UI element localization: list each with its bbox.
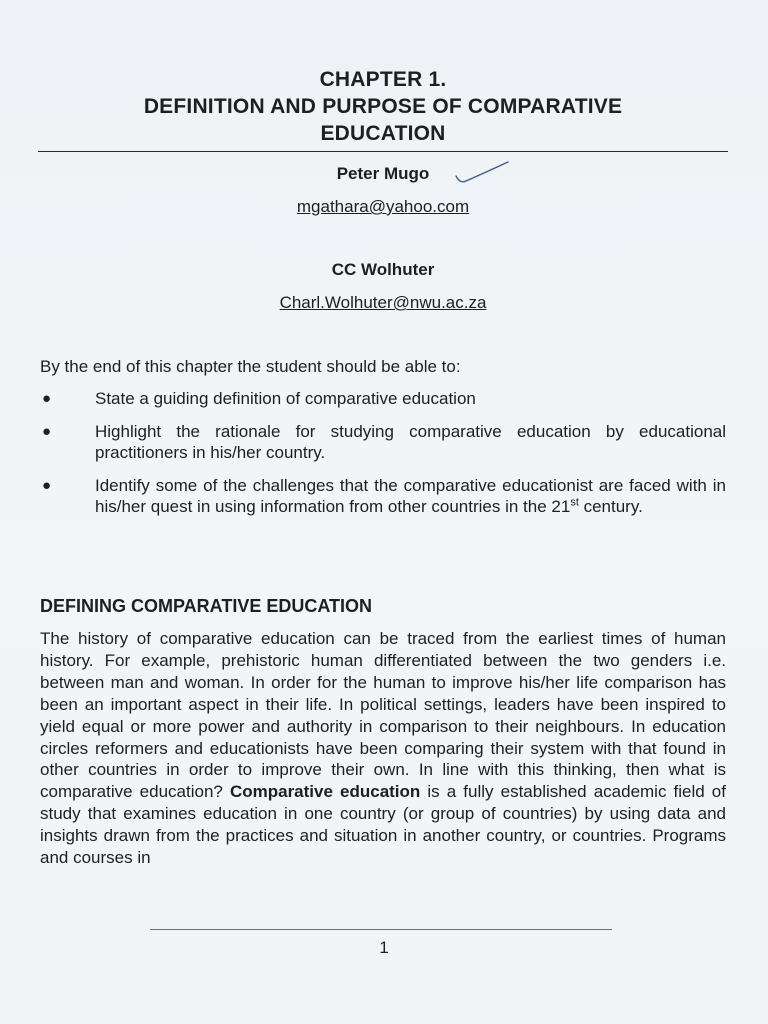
list-item [40, 421, 726, 463]
objective-text: State a guiding definition of comparative education [95, 389, 476, 408]
objective-text [95, 476, 726, 516]
list-item [40, 475, 726, 517]
ordinal-suffix: st [570, 496, 579, 509]
body-paragraph [40, 628, 726, 869]
bullet-icon: ● [42, 477, 52, 494]
footer-divider [150, 929, 612, 930]
page-number: 1 [379, 938, 389, 957]
paragraph-text: The history of comparative education can be traced from the earliest times of human history. For example, prehistoric human differentiated between the two genders i.e. between man and woman. In order for the human to improve his/her life comparison has been an important aspect in their life. In political settings, leaders have been inspired to yield equal or more power and authority in comparison to their neighbours. In education circles reformers and educationists have been comparing their system with that found in other countries in order to improve their own. In line with this thinking, then what is comparative education? [40, 629, 726, 802]
handwritten-checkmark-icon [452, 158, 512, 188]
list-item [40, 388, 726, 409]
objectives-intro: By the end of this chapter the student should be able to: [40, 357, 461, 376]
chapter-title-line: EDUCATION [320, 122, 446, 145]
author-email-link[interactable]: Charl.Wolhuter@nwu.ac.za [279, 293, 487, 312]
section-heading: DEFINING COMPARATIVE EDUCATION [40, 596, 372, 616]
bold-term: Comparative education [229, 782, 421, 802]
objective-text-part: century. [578, 497, 643, 516]
objective-text: Highlight the rationale for studying comparative education by educational practitioners in his/her country. [95, 422, 726, 462]
chapter-title [38, 66, 728, 147]
author-name: CC Wolhuter [331, 260, 435, 279]
author-email-link[interactable]: mgathara@yahoo.com [296, 197, 470, 216]
objective-text-part: Identify some of the challenges that the comparative educationist are faced with in his/her quest in using information from other countries in the 21 [95, 476, 726, 516]
objectives-list [40, 388, 726, 529]
bullet-icon: ● [42, 390, 52, 407]
chapter-title-line: DEFINITION AND PURPOSE OF COMPARATIVE [143, 95, 623, 118]
author-name: Peter Mugo [336, 164, 430, 183]
title-divider [38, 151, 728, 152]
chapter-number: CHAPTER 1. [319, 68, 447, 91]
paragraph-text: is a fully established academic field of study that examines education in one country (or group of countries) by using data and insights drawn from the practices and situation in another country, or countries. Programs and courses in [40, 782, 726, 868]
bullet-icon: ● [42, 423, 52, 440]
